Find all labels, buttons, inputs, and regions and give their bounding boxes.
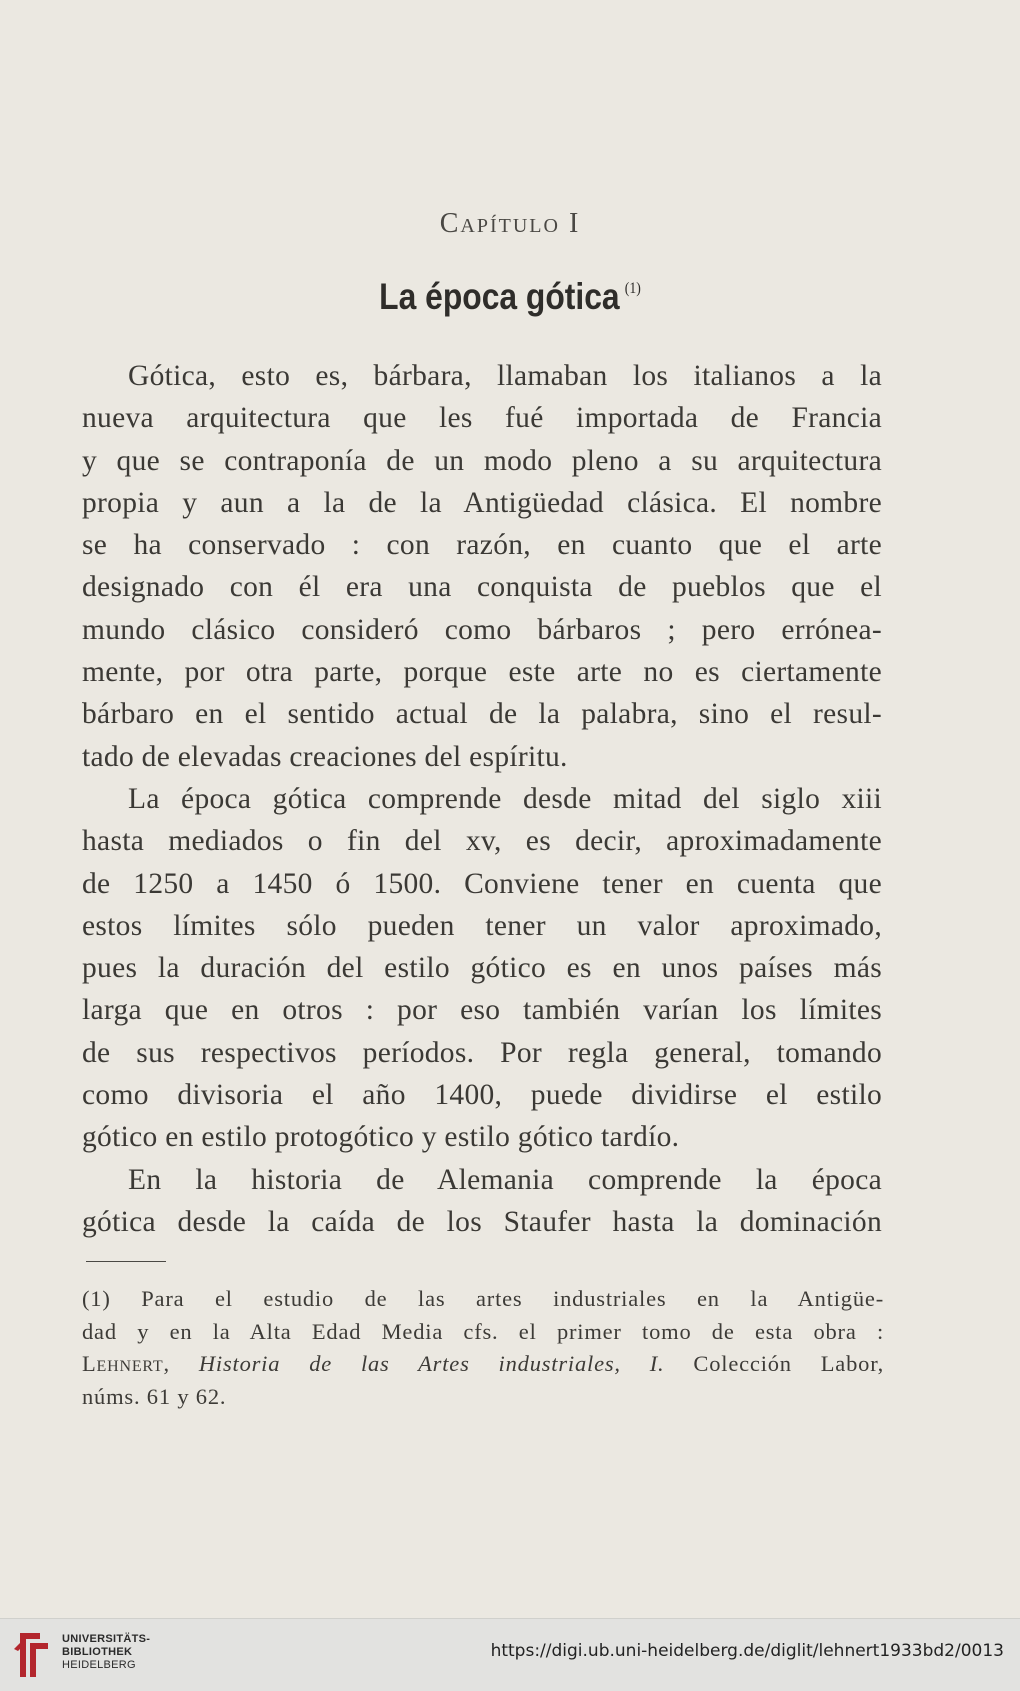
- text-line: En la historia de Alemania comprende la época: [128, 1163, 882, 1196]
- text-line: de sus respectivos períodos. Por regla general, tomando: [82, 1036, 882, 1069]
- text-line: mente, por otra parte, porque este arte no es ciertamente: [82, 656, 882, 689]
- footnote-line: núms. 61 y 62.: [82, 1383, 227, 1409]
- text-line: mundo clásico consideró como bárbaros ; pero errónea-: [82, 613, 882, 646]
- text-line: estos límites sólo pueden tener un valor aproximado,: [82, 909, 882, 942]
- text-line: bárbaro en el sentido actual de la palabra, sino el resul-: [82, 698, 882, 731]
- text-line: gótica desde la caída de los Staufer hasta la dominación: [82, 1205, 882, 1238]
- text-line: como divisoria el año 1400, puede dividirse el estilo: [82, 1079, 882, 1112]
- chapter-heading: [0, 208, 1020, 240]
- title-text: La época gótica: [379, 276, 620, 317]
- footnote-author: Lehnert: [82, 1351, 164, 1376]
- text-line: Gótica, esto es, bárbara, llamaban los italianos a la: [128, 360, 882, 392]
- library-name-line: HEIDELBERG: [62, 1659, 136, 1671]
- text-line: hasta mediados o fin del xv, es decir, aproximadamente: [82, 825, 882, 858]
- footnote-divider: [86, 1261, 166, 1262]
- text-line: designado con él era una conquista de pueblos que el: [82, 571, 882, 604]
- footnote-line: (1) Para el estudio de las artes industriales en la Antigüe-: [82, 1286, 884, 1311]
- body-text: [82, 355, 882, 1243]
- footnote: [82, 1283, 884, 1413]
- text-line: se ha conservado : con razón, en cuanto que el arte: [82, 529, 882, 562]
- heidelberg-library-logo-icon[interactable]: [10, 1629, 56, 1681]
- text-line: larga que en otros : por eso también varían los límites: [82, 994, 882, 1027]
- library-name-line: BIBLIOTHEK: [62, 1646, 133, 1658]
- paragraph: [82, 1159, 882, 1244]
- chapter-number: I: [568, 208, 581, 239]
- page-title: [71, 276, 948, 318]
- paragraph: [82, 355, 882, 778]
- footnote-line: Lehnert, Historia de las Artes industriales, I. Colección Labor,: [82, 1351, 885, 1376]
- text-line: La época gótica comprende desde mitad del siglo xiii: [128, 782, 882, 815]
- text-line: y que se contraponía de un modo pleno a su arquitectura: [82, 444, 882, 477]
- footnote-work-title: Historia de las Artes industriales, I.: [198, 1351, 665, 1376]
- text-line: gótico en estilo protogótico y estilo gótico tardío.: [82, 1121, 680, 1154]
- permalink-url[interactable]: https://digi.ub.uni-heidelberg.de/diglit/lehnert1933bd2/0013: [490, 1641, 1004, 1661]
- text-line: propia y aun a la de la Antigüedad clásica. El nombre: [82, 486, 882, 519]
- text-line: nueva arquitectura que les fué importada de Francia: [82, 402, 882, 435]
- library-name[interactable]: [62, 1633, 150, 1672]
- text-line: pues la duración del estilo gótico es en unos países más: [82, 952, 882, 985]
- paragraph: [82, 778, 882, 1159]
- library-name-line: UNIVERSITÄTS-: [62, 1633, 151, 1645]
- title-footnote-ref: (1): [624, 280, 641, 297]
- text-line: tado de elevadas creaciones del espíritu.: [82, 740, 568, 773]
- chapter-word: Capítulo: [439, 208, 560, 239]
- footnote-line: dad y en la Alta Edad Media cfs. el primer tomo de esta obra :: [82, 1318, 884, 1344]
- text-line: de 1250 a 1450 ó 1500. Conviene tener en cuenta que: [82, 867, 882, 900]
- footnote-series: Colección Labor,: [693, 1351, 885, 1376]
- viewer-footer: [0, 1618, 1020, 1691]
